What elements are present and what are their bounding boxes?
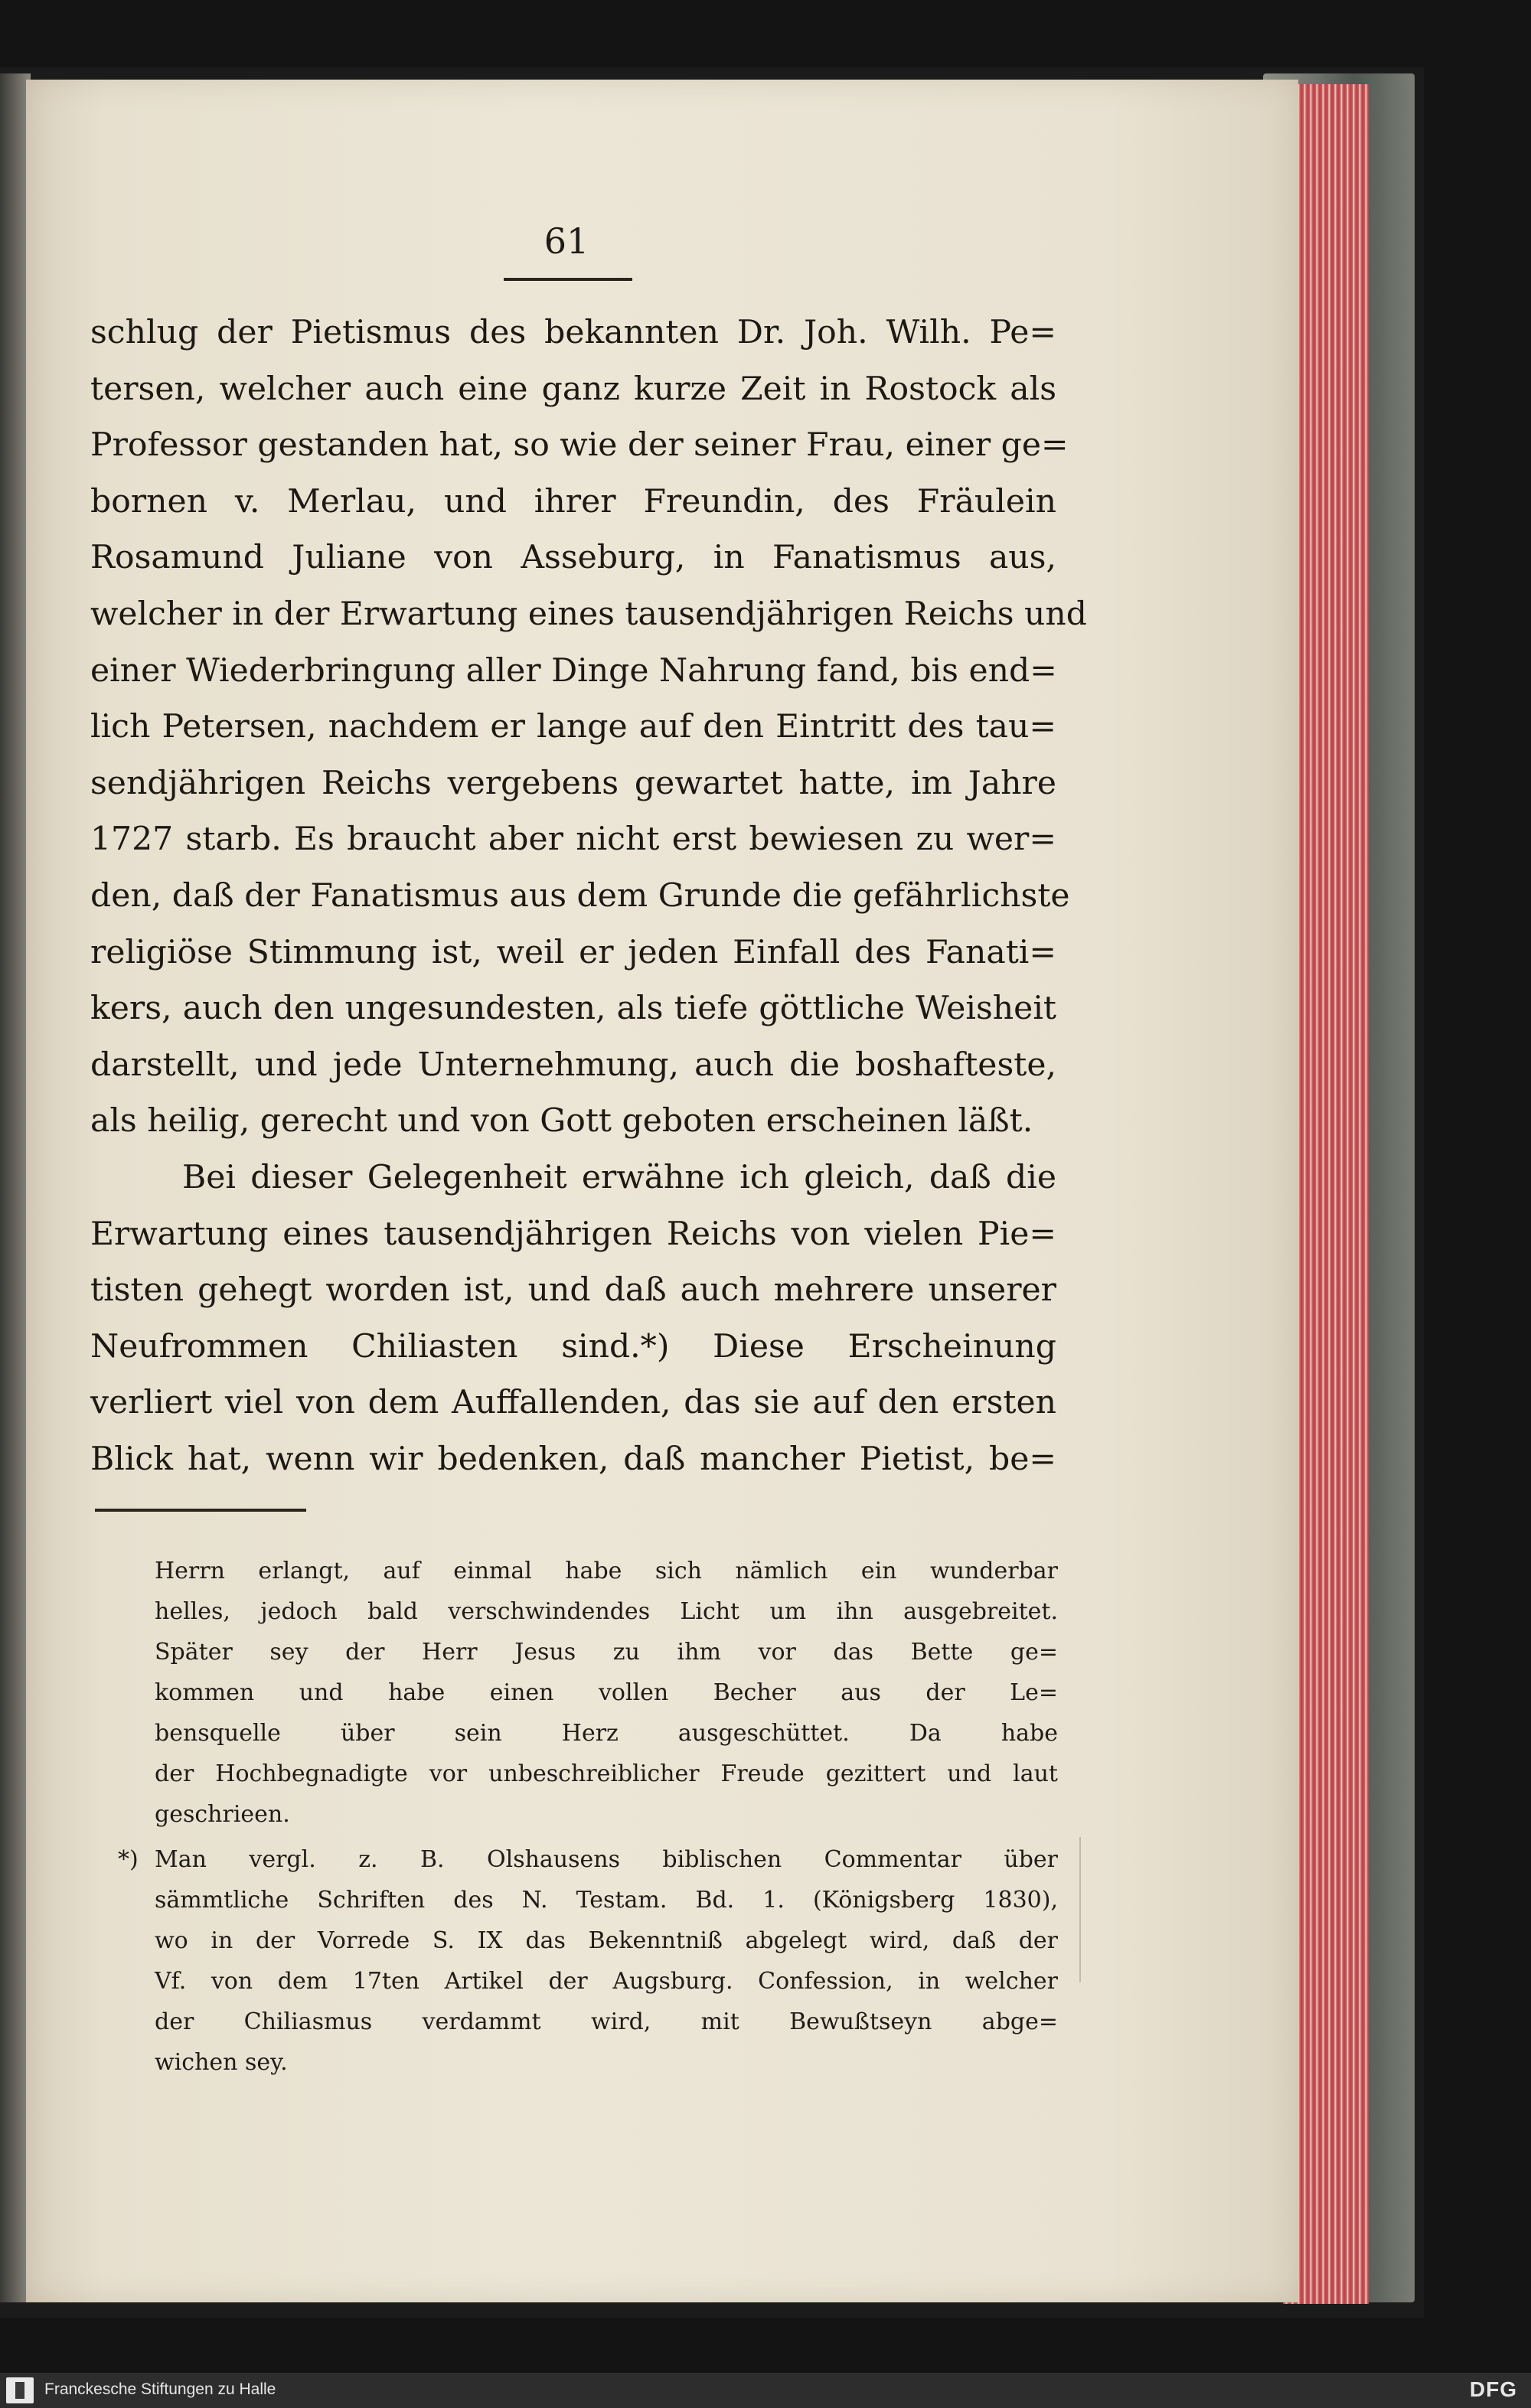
text-line: tisten gehegt worden ist, und daß auch mehrere unserer — [90, 1271, 1056, 1310]
text-line: darstellt, und jede Unternehmung, auch die boshafteste, — [90, 1046, 1056, 1084]
institution-logo-icon — [6, 2377, 34, 2403]
footnote-marker: *) — [118, 1846, 139, 1873]
footnote-line: wo in der Vorrede S. IX das Bekenntniß abgelegt wird, daß der — [155, 1927, 1058, 1954]
footnote-star — [118, 1839, 1058, 2083]
footnote-line: Vf. von dem 17ten Artikel der Augsburg. Confession, in welcher — [155, 1968, 1058, 1995]
text-line: als heilig, gerecht und von Gott geboten erscheinen läßt. — [90, 1102, 1033, 1140]
footnote-line: Später sey der Herr Jesus zu ihm vor das Bette ge= — [155, 1639, 1058, 1666]
text-line: kers, auch den ungesundesten, als tiefe göttliche Weisheit — [90, 990, 1056, 1028]
text-line: lich Petersen, nachdem er lange auf den Eintritt des tau= — [90, 708, 1056, 746]
page-number: 61 — [544, 220, 589, 262]
text-line: Blick hat, wenn wir bedenken, daß mancher Pietist, be= — [90, 1440, 1056, 1478]
text-line: den, daß der Fanatismus aus dem Grunde die gefährlichste — [90, 876, 1070, 915]
footnote-line: wichen sey. — [155, 2049, 288, 2076]
footnote-line: Man vergl. z. B. Olshausens biblischen Commentar über — [155, 1846, 1058, 1873]
footer-provider-logo: DFG — [1469, 2377, 1517, 2401]
pencil-mark — [1079, 1837, 1280, 1982]
page-number-rule — [504, 278, 632, 281]
text-line: sendjährigen Reichs vergebens gewartet hatte, im Jahre — [90, 764, 1056, 802]
text-line: religiöse Stimmung ist, weil er jeden Einfall des Fanati= — [90, 933, 1056, 971]
text-line: welcher in der Erwartung eines tausendjährigen Reichs und — [90, 595, 1087, 633]
footnotes — [118, 1551, 1058, 2083]
footnote-separator — [95, 1509, 306, 1512]
main-text — [90, 305, 1087, 1487]
text-line: bornen v. Merlau, und ihrer Freundin, des Fräulein — [90, 482, 1056, 520]
footnote-line: der Hochbegnadigte vor unbeschreiblicher Freude gezittert und laut — [155, 1760, 1058, 1787]
text-line: tersen, welcher auch eine ganz kurze Zeit in Rostock als — [90, 370, 1056, 408]
footnote-line: sämmtliche Schriften des N. Testam. Bd. 1. (Königsberg 1830), — [155, 1887, 1058, 1914]
footer-institution: Franckesche Stiftungen zu Halle — [44, 2380, 276, 2398]
text-line: einer Wiederbringung aller Dinge Nahrung fand, bis end= — [90, 651, 1057, 690]
footnote-line: kommen und habe einen vollen Becher aus der Le= — [155, 1679, 1058, 1706]
footnote-line: der Chiliasmus verdammt wird, mit Bewußtseyn abge= — [155, 2008, 1058, 2035]
footnote-line: helles, jedoch bald verschwindendes Licht um ihn ausgebreitet. — [155, 1598, 1058, 1625]
text-line: Bei dieser Gelegenheit erwähne ich gleich, daß die — [182, 1158, 1056, 1196]
text-line: Professor gestanden hat, so wie der seiner Frau, einer ge= — [90, 426, 1069, 465]
text-line: 1727 starb. Es braucht aber nicht erst bewiesen zu wer= — [90, 821, 1056, 859]
footnote-line: Herrn erlangt, auf einmal habe sich nämlich ein wunderbar — [155, 1558, 1058, 1584]
text-line: Rosamund Juliane von Asseburg, in Fanatismus aus, — [90, 539, 1056, 577]
footnote-line: geschrieen. — [155, 1801, 290, 1828]
text-line: verliert viel von dem Auffallenden, das sie auf den ersten — [90, 1384, 1056, 1422]
text-line: Neufrommen Chiliasten sind.*) Diese Erscheinung — [90, 1327, 1056, 1366]
footnote-line: bensquelle über sein Herz ausgeschüttet. Da habe — [155, 1720, 1058, 1747]
text-line: schlug der Pietismus des bekannten Dr. Joh. Wilh. Pe= — [90, 314, 1056, 351]
text-line: Erwartung eines tausendjährigen Reichs von vielen Pie= — [90, 1215, 1056, 1253]
footnote-continuation — [155, 1551, 1058, 1835]
